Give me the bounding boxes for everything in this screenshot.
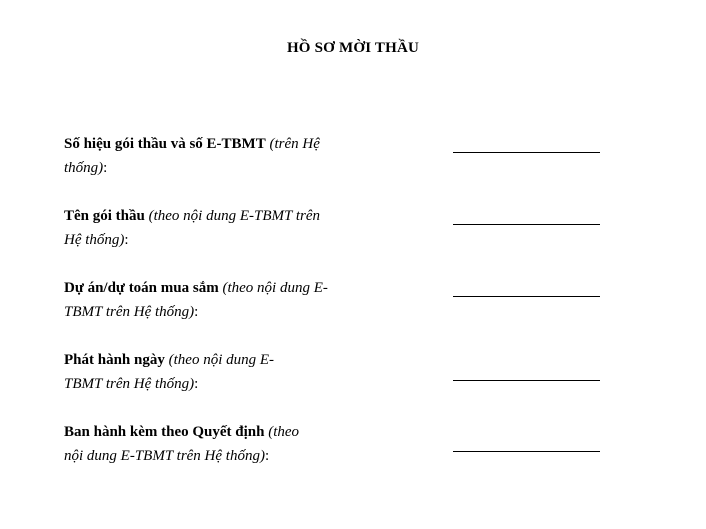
field-label: Ban hành kèm theo Quyết định — [64, 424, 265, 440]
fill-line-decision[interactable] — [453, 451, 600, 452]
field-colon: : — [194, 376, 199, 392]
field-note: (theo nội dung E-TBMT trên — [148, 208, 320, 224]
field-note: (theo nội dung E- — [168, 352, 275, 368]
field-package-number — [64, 132, 374, 180]
fill-line-package-number[interactable] — [453, 152, 600, 153]
field-note-cont: TBMT trên Hệ thống) — [64, 376, 195, 392]
field-decision — [64, 420, 374, 468]
field-note-cont: Hệ thống) — [64, 232, 125, 248]
fill-line-issue-date[interactable] — [453, 380, 600, 381]
field-label: Dự án/dự toán mua sắm — [64, 280, 219, 296]
field-note: (theo nội dung E- — [222, 280, 328, 296]
field-note-cont: nội dung E-TBMT trên Hệ thống) — [64, 448, 265, 464]
field-label: Số hiệu gói thầu và số E-TBMT — [64, 136, 266, 152]
field-project — [64, 276, 374, 324]
document-title: HỒ SƠ MỜI THẦU — [286, 40, 420, 56]
field-note: (theo — [268, 424, 300, 440]
field-colon: : — [194, 304, 199, 320]
field-package-name — [64, 204, 374, 252]
field-colon: : — [264, 448, 270, 464]
fill-line-package-name[interactable] — [453, 224, 600, 225]
field-issue-date — [64, 348, 341, 396]
field-colon: : — [124, 232, 129, 248]
field-colon: : — [103, 160, 108, 176]
field-label: Tên gói thầu — [64, 208, 145, 224]
field-note-cont: thống) — [64, 160, 104, 176]
field-note-cont: TBMT trên Hệ thống) — [64, 304, 195, 320]
field-label: Phát hành ngày — [64, 352, 165, 368]
fill-line-project[interactable] — [453, 296, 600, 297]
field-note: (trên Hệ — [269, 136, 320, 152]
